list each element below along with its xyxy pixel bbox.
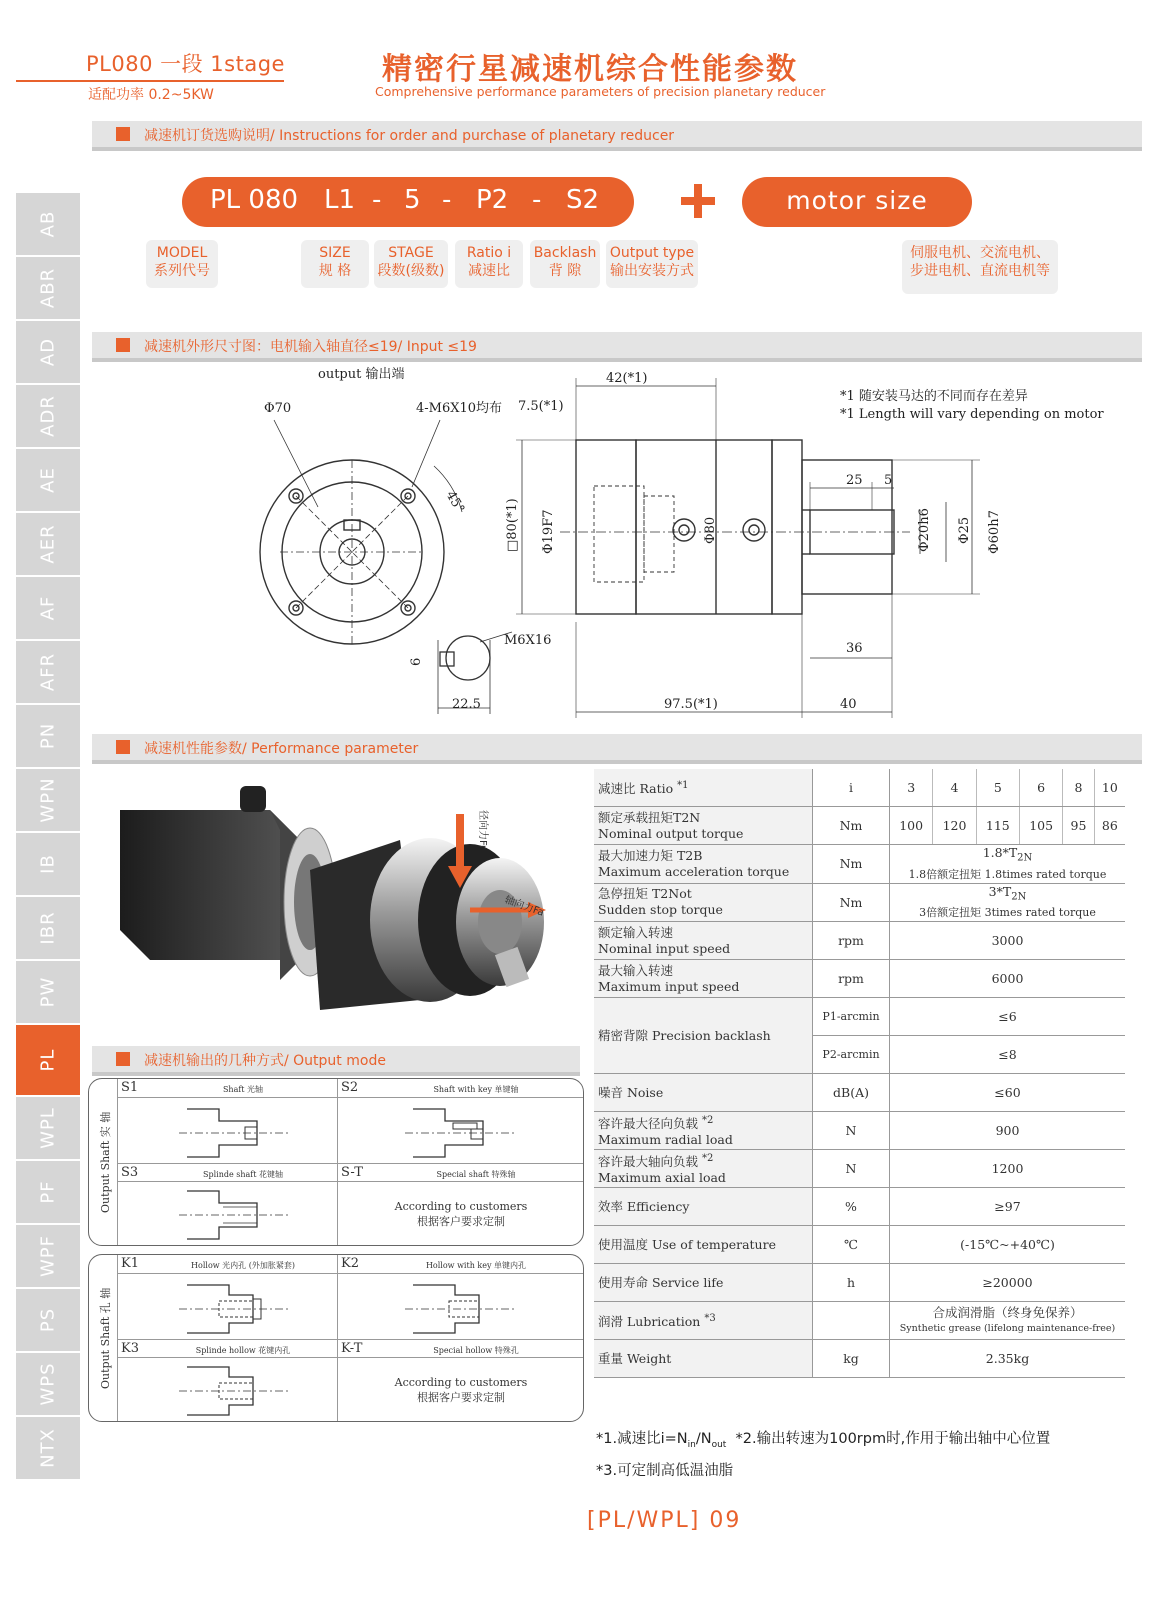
param-value: $3*T_{2N}$ 3倍额定扭矩 3times rated torque xyxy=(890,883,1126,922)
param-unit: Nm xyxy=(813,807,890,845)
section-marker xyxy=(116,338,130,352)
label-model-en: MODEL xyxy=(156,245,208,261)
param-unit: i xyxy=(813,769,890,807)
dim-d80: Φ80 xyxy=(703,516,718,544)
mode-k2-name: Hollow with key 单键内孔 xyxy=(425,1261,527,1270)
param-value: ≤60 xyxy=(890,1074,1126,1112)
table-row xyxy=(594,845,1125,884)
mode-k1: K1 xyxy=(121,1256,139,1271)
model-title: PL080 一段 1stage xyxy=(86,52,285,76)
sidebar-item-ps[interactable] xyxy=(16,1289,80,1353)
code-ratio: 5 xyxy=(404,185,421,215)
param-value: ≤6 xyxy=(890,998,1126,1036)
code-backlash: P2 xyxy=(476,185,509,215)
mode-s2: S2 xyxy=(341,1080,359,1095)
mode-s2-name: Shaft with key 单键轴 xyxy=(433,1085,519,1094)
mode-k3-name: Splinde hollow 花键内孔 xyxy=(195,1346,291,1355)
dim-5: 5 xyxy=(884,473,893,488)
dim-d60: Φ60h7 xyxy=(987,510,1002,554)
param-unit: h xyxy=(813,1264,890,1302)
param-unit: ℃ xyxy=(813,1226,890,1264)
solid-shaft-grid xyxy=(88,1078,584,1246)
section-performance-title: 减速机性能参数/ Performance parameter xyxy=(144,741,419,757)
sidebar-item-pf[interactable] xyxy=(16,1161,80,1225)
ratio-value: 10 xyxy=(1094,769,1125,807)
code-dash: - xyxy=(442,185,452,215)
param-label: 重量 Weight xyxy=(594,1340,813,1378)
mode-s1-name: Shaft 光轴 xyxy=(222,1085,264,1094)
torque-value: 120 xyxy=(933,807,976,845)
sidebar-item-label: IB xyxy=(37,854,59,874)
arrow-radial-label: 径向力Fr xyxy=(477,810,488,850)
sidebar-item-label: PW xyxy=(37,976,59,1008)
param-label: 最大加速力矩 T2B Maximum acceleration torque xyxy=(594,845,813,884)
page-subtitle: Comprehensive performance parameters of precision planetary reducer xyxy=(375,84,826,99)
dim-36: 36 xyxy=(846,641,863,656)
torque-value: 105 xyxy=(1019,807,1062,845)
dim-7-5: 7.5(*1) xyxy=(518,399,564,414)
param-label: 容许最大轴向负载 $^{*2}$ Maximum axial load xyxy=(594,1150,813,1188)
torque-value: 86 xyxy=(1094,807,1125,845)
sidebar-item-label: AFR xyxy=(37,652,59,692)
hollow-k1-icon xyxy=(179,1281,299,1337)
note-cn: *1 随安装马达的不同而存在差异 xyxy=(840,389,1028,404)
sidebar-item-afr[interactable] xyxy=(16,641,80,705)
param-value: 900 xyxy=(890,1112,1126,1150)
label-size-cn: 规 格 xyxy=(318,263,352,279)
sidebar-item-pw[interactable] xyxy=(16,961,80,1025)
sidebar-item-wpn[interactable] xyxy=(16,769,80,833)
code-model: PL 080 xyxy=(210,185,299,215)
arrow-axial-label: 轴向力Fa xyxy=(502,894,546,919)
sidebar-item-af[interactable] xyxy=(16,577,80,641)
table-row xyxy=(594,883,1125,922)
sidebar-item-ab[interactable] xyxy=(16,193,80,257)
table-row xyxy=(594,1150,1125,1188)
param-value: 2.35kg xyxy=(890,1340,1126,1378)
dim-m6: M6X16 xyxy=(504,633,552,648)
shaft-s2-icon xyxy=(405,1105,525,1161)
section-marker xyxy=(116,740,130,754)
table-row xyxy=(594,998,1125,1036)
ratio-value: 3 xyxy=(890,769,933,807)
footnote-1-2: *1.减速比$i=N_{in}/N_{out}$ *2.输出转速为100rpm时,作用于输出轴中心位置 xyxy=(596,1431,1051,1450)
label-ratio-en: Ratio i xyxy=(466,245,512,261)
code-dash: - xyxy=(372,185,382,215)
mode-kt: K-T xyxy=(341,1341,363,1356)
param-label: 精密背隙 Precision backlash xyxy=(594,998,813,1074)
section-order xyxy=(92,121,1142,151)
mode-k3: K3 xyxy=(121,1341,139,1356)
dim-97-5: 97.5(*1) xyxy=(664,697,718,712)
dim-sq80: □80(*1) xyxy=(505,498,520,552)
param-value: ≥97 xyxy=(890,1188,1126,1226)
label-model xyxy=(146,240,218,288)
label-motor-l2: 步进电机、直流电机等 xyxy=(910,263,1050,279)
sidebar-item-label: ABR xyxy=(37,267,59,309)
hollow-shaft-grid xyxy=(88,1254,584,1422)
mode-s1: S1 xyxy=(121,1080,139,1095)
label-size xyxy=(301,240,369,288)
solid-side-label: Output Shaft 实 轴 xyxy=(99,1111,112,1213)
hollow-k3-icon xyxy=(179,1363,299,1419)
dim-40: 40 xyxy=(840,697,857,712)
table-row xyxy=(594,1264,1125,1302)
sidebar-item-pl[interactable] xyxy=(16,1025,80,1097)
sidebar-item-label: WPS xyxy=(37,1362,59,1406)
table-row xyxy=(594,960,1125,998)
side-view xyxy=(516,378,980,718)
param-value: (-15℃~+40℃) xyxy=(890,1226,1126,1264)
param-label: 额定承载扭矩T2N Nominal output torque xyxy=(594,807,813,845)
param-value: 合成润滑脂（终身免保养） Synthetic grease (lifelong maintenance-free) xyxy=(890,1302,1126,1340)
param-unit: N xyxy=(813,1150,890,1188)
param-unit: P1-arcmin xyxy=(813,998,890,1036)
dim-d20: Φ20h6 xyxy=(917,508,932,552)
table-row xyxy=(594,807,1125,845)
code-output: S2 xyxy=(566,185,600,215)
mode-st-name: Special shaft 特殊轴 xyxy=(436,1170,516,1179)
param-unit: kg xyxy=(813,1340,890,1378)
sidebar-item-label: NTX xyxy=(37,1428,59,1468)
dim-6: 6 xyxy=(409,657,424,666)
torque-value: 115 xyxy=(976,807,1019,845)
custom-note: According to customers 根据客户要求定制 xyxy=(394,1376,528,1404)
param-value: ≥20000 xyxy=(890,1264,1126,1302)
mode-kt-name: Special hollow 特殊孔 xyxy=(433,1346,519,1355)
dim-42: 42(*1) xyxy=(606,371,648,386)
sidebar-item-label: WPF xyxy=(37,1234,59,1278)
label-model-cn: 系列代号 xyxy=(154,263,210,279)
label-motor-types xyxy=(902,240,1058,294)
param-label: 使用温度 Use of temperature xyxy=(594,1226,813,1264)
dim-22-5: 22.5 xyxy=(452,697,481,712)
param-label: 急停扭矩 T2Not Sudden stop torque xyxy=(594,883,813,922)
section-marker xyxy=(116,127,130,141)
label-backlash xyxy=(530,240,600,288)
sidebar-item-label: AD xyxy=(37,337,59,367)
section-order-title: 减速机订货选购说明/ Instructions for order and purchase of planetary reducer xyxy=(144,128,675,144)
shaft-s3-icon xyxy=(179,1187,299,1243)
mode-k1-name: Hollow 光内孔 (外加胀紧套) xyxy=(191,1261,295,1270)
param-unit xyxy=(813,1302,890,1340)
sidebar-item-label: WPN xyxy=(37,777,59,823)
table-row xyxy=(594,1302,1125,1340)
param-unit: rpm xyxy=(813,960,890,998)
param-unit: dB(A) xyxy=(813,1074,890,1112)
table-row xyxy=(594,1074,1125,1112)
power-range: 适配功率 0.2~5KW xyxy=(88,87,214,103)
table-row xyxy=(594,1188,1125,1226)
sidebar-item-ibr[interactable] xyxy=(16,897,80,961)
series-sidebar xyxy=(16,193,80,1481)
sidebar-item-label: WPL xyxy=(37,1107,59,1149)
param-value: 1200 xyxy=(890,1150,1126,1188)
param-unit: Nm xyxy=(813,883,890,922)
param-unit: Nm xyxy=(813,845,890,884)
label-ratio-cn: 减速比 xyxy=(468,263,510,279)
code-stage: L1 xyxy=(324,185,356,215)
label-output-cn: 输出安装方式 xyxy=(610,263,694,279)
sidebar-item-wpl[interactable] xyxy=(16,1097,80,1161)
reducer-product-image xyxy=(100,770,560,1040)
sidebar-item-wpf[interactable] xyxy=(16,1225,80,1289)
mode-st: S-T xyxy=(341,1165,363,1180)
param-value: ≤8 xyxy=(890,1036,1126,1074)
param-label: 效率 Efficiency xyxy=(594,1188,813,1226)
label-ratio xyxy=(455,240,523,288)
sidebar-item-pn[interactable] xyxy=(16,705,80,769)
page-title: 精密行星减速机综合性能参数 xyxy=(382,52,798,87)
param-unit: P2-arcmin xyxy=(813,1036,890,1074)
ratio-value: 4 xyxy=(933,769,976,807)
ratio-value: 5 xyxy=(976,769,1019,807)
mode-s3: S3 xyxy=(121,1165,139,1180)
mode-k2: K2 xyxy=(341,1256,359,1271)
dim-d70: Φ70 xyxy=(264,401,292,416)
sidebar-item-label: AER xyxy=(37,524,59,564)
label-size-en: SIZE xyxy=(319,245,351,261)
sidebar-item-ib[interactable] xyxy=(16,833,80,897)
param-label: 减速比 Ratio $^{*1}$ xyxy=(594,769,813,807)
sidebar-item-label: PF xyxy=(37,1180,59,1204)
label-stage-en: STAGE xyxy=(388,245,434,261)
param-label: 最大输入转速 Maximum input speed xyxy=(594,960,813,998)
performance-table xyxy=(594,769,1125,1378)
sidebar-item-label: IBR xyxy=(37,911,59,945)
table-row xyxy=(594,769,1125,807)
shaft-s1-icon xyxy=(179,1105,299,1161)
label-stage xyxy=(374,240,448,288)
label-backlash-cn: 背 隙 xyxy=(548,263,582,279)
label-backlash-en: Backlash xyxy=(533,245,597,261)
param-value: 6000 xyxy=(890,960,1126,998)
param-value: $1.8*T_{2N}$ 1.8倍额定扭矩 1.8times rated torque xyxy=(890,845,1126,884)
front-view xyxy=(260,420,462,644)
sidebar-item-label: PN xyxy=(37,722,59,750)
header-underline xyxy=(16,80,284,82)
sidebar-item-label: AB xyxy=(37,210,59,238)
dim-d25: Φ25 xyxy=(957,516,972,544)
label-output-en: Output type xyxy=(609,245,695,261)
mode-s3-name: Splinde shaft 花键轴 xyxy=(202,1170,283,1179)
sidebar-item-label: PS xyxy=(37,1307,59,1333)
table-row xyxy=(594,922,1125,960)
param-label: 额定输入转速 Nominal input speed xyxy=(594,922,813,960)
label-stage-cn: 段数(级数) xyxy=(377,263,445,279)
code-dash: - xyxy=(532,185,542,215)
param-unit: N xyxy=(813,1112,890,1150)
hollow-side-label: Output Shaft 孔 轴 xyxy=(99,1287,112,1389)
dim-25: 25 xyxy=(846,473,863,488)
sidebar-item-aer[interactable] xyxy=(16,513,80,577)
section-marker xyxy=(116,1052,130,1066)
sidebar-item-label: AE xyxy=(37,467,59,493)
torque-value: 95 xyxy=(1063,807,1094,845)
param-unit: % xyxy=(813,1188,890,1226)
page-footer: [PL/WPL] 09 xyxy=(587,1508,742,1533)
order-code-pill xyxy=(182,177,634,227)
dim-holes: 4-M6X10均布 xyxy=(416,401,503,416)
param-label: 润滑 Lubrication $^{*3}$ xyxy=(594,1302,813,1340)
param-value: 3000 xyxy=(890,922,1126,960)
motor-body xyxy=(120,786,300,980)
sidebar-item-label: AF xyxy=(37,595,59,621)
table-row xyxy=(594,1226,1125,1264)
param-label: 使用寿命 Service life xyxy=(594,1264,813,1302)
motor-size-pill: motor size xyxy=(742,177,972,227)
section-output-title: 减速机输出的几种方式/ Output mode xyxy=(144,1053,386,1069)
dim-d19: Φ19F7 xyxy=(541,509,556,554)
sidebar-item-abr[interactable] xyxy=(16,257,80,321)
sidebar-item-ae[interactable] xyxy=(16,449,80,513)
gearbox-body xyxy=(310,838,544,1010)
param-label: 噪音 Noise xyxy=(594,1074,813,1112)
dim-angle: 45° xyxy=(442,488,468,516)
dimension-drawing xyxy=(240,362,1104,732)
footnotes xyxy=(596,1426,1050,1484)
label-output xyxy=(606,240,698,288)
sidebar-item-ntx[interactable] xyxy=(16,1417,80,1481)
param-unit: rpm xyxy=(813,922,890,960)
section-performance xyxy=(92,734,1142,764)
label-motor-l1: 伺服电机、交流电机、 xyxy=(910,245,1050,261)
ratio-value: 6 xyxy=(1019,769,1062,807)
sidebar-item-ad[interactable] xyxy=(16,321,80,385)
section-output-mode xyxy=(92,1046,580,1076)
sidebar-item-adr[interactable] xyxy=(16,385,80,449)
sidebar-item-label: PL xyxy=(37,1048,59,1072)
sidebar-item-wps[interactable] xyxy=(16,1353,80,1417)
output-label: output 输出端 xyxy=(318,367,405,382)
table-row xyxy=(594,1112,1125,1150)
section-dimension xyxy=(92,332,1142,362)
plus-icon xyxy=(681,184,715,218)
sidebar-item-label: ADR xyxy=(37,395,59,437)
torque-value: 100 xyxy=(890,807,933,845)
param-label: 容许最大径向负载 $^{*2}$ Maximum radial load xyxy=(594,1112,813,1150)
table-row xyxy=(594,1340,1125,1378)
ratio-value: 8 xyxy=(1063,769,1094,807)
custom-note: According to customers 根据客户要求定制 xyxy=(394,1200,528,1228)
footnote-3: *3.可定制高低温油脂 xyxy=(596,1462,734,1479)
note-en: *1 Length will vary depending on motor xyxy=(840,407,1104,422)
hollow-k2-icon xyxy=(405,1281,525,1337)
section-dimension-title: 减速机外形尺寸图：电机输入轴直径≤19/ Input ≤19 xyxy=(144,339,477,355)
